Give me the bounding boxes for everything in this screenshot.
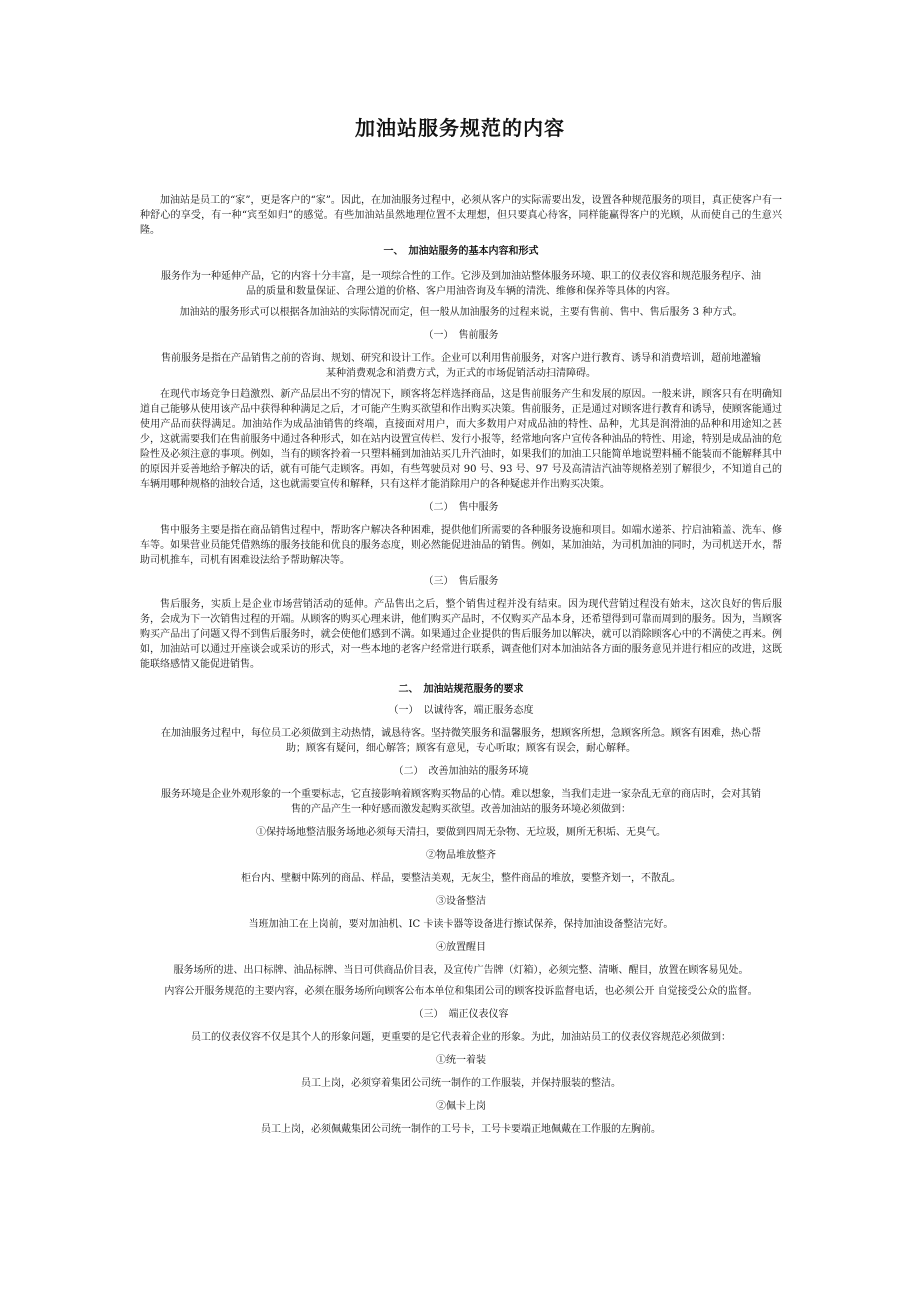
section-1-paragraph-1: 服务作为一种延伸产品，它的内容十分丰富，是一项综合性的工作。它涉及到加油站整体服务环境、职工的仪表仪容和规范服务程序、油品的质量和数量保证、合理公道的价格、客户用油咨询及车辆的清洗、维修和保养等具体的内容。 bbox=[161, 271, 761, 297]
appearance-item-1-text: 员工上岗，必须穿着集团公司统一制作的工作服装，并保持服装的整洁。 bbox=[301, 1078, 621, 1089]
subsection-environment-heading: （二） 改善加油站的服务环境 bbox=[393, 766, 529, 777]
in-sale-paragraph: 售中服务主要是指在商品销售过程中，帮助客户解决各种困难，提供他们所需要的各种服务设施和项目。如端水递茶、拧启油箱盖、洗车、修车等。如果营业员能凭借熟练的服务技能和优良的服务态度，则必然能促进油品的销售。例如，某加油站，为司机加油的同时，为司机送开水，帮助司机推车，司机有困难设法给予帮助解决等。 bbox=[140, 525, 782, 566]
subsection-attitude-heading: （一） 以诚待客，端正服务态度 bbox=[388, 705, 534, 716]
document-title: 加油站服务规范的内容 bbox=[355, 116, 565, 140]
environment-paragraph: 服务环境是企业外观形象的一个重要标志，它直接影响着顾客购买物品的心情。难以想象，当我们走进一家杂乱无章的商店时，会对其销售的产品产生一种好感而激发起购买欲望。改善加油站的服务环境必须做到： bbox=[161, 789, 761, 815]
pre-sale-paragraph-1: 售前服务是指在产品销售之前的咨询、规划、研究和设计工作。企业可以利用售前服务，对客户进行教育、诱导和消费培训，超前地灌输某种消费观念和消费方式，为正式的市场促销活动扫清障碍。 bbox=[161, 353, 761, 379]
appearance-paragraph: 员工的仪表仪容不仅是其个人的形象问题，更重要的是它代表着企业的形象。为此，加油站员工的仪表仪容规范必须做到： bbox=[191, 1032, 731, 1043]
appearance-item-2-text: 员工上岗，必须佩戴集团公司统一制作的工号卡，工号卡要端正地佩戴在工作服的左胸前。 bbox=[261, 1124, 661, 1135]
intro-paragraph: 加油站是员工的“家”，更是客户的“家”。因此，在加油服务过程中，必须从客户的实际需要出发，设置各种规范服务的项目，真正使客户有一种舒心的享受，有一种“宾至如归”的感觉。有些加油站虽然地理位置不太理想，但只要真心待客，同样能赢得客户的光顾，从而使自己的生意兴隆。 bbox=[140, 195, 782, 236]
section-1-heading: 一、 加油站服务的基本内容和形式 bbox=[383, 246, 539, 257]
environment-item-3-text: 当班加油工在上岗前，要对加油机、IC 卡读卡器等设备进行擦试保养，保持加油设备整洁完好。 bbox=[248, 919, 674, 930]
after-sale-paragraph: 售后服务，实质上是企业市场营销活动的延伸。产品售出之后，整个销售过程并没有结束。因为现代营销过程没有始末，这次良好的售后服务，会成为下一次销售过程的开端。从顾客的购买心理来讲，他们购买产品时，不仅购买产品本身，还希望得到可靠而周到的服务。因为，当顾客购买产品出了问题又得不到售后服务时，就会使他们感到不满。如果通过企业提供的售后服务加以解决，就可以消除顾客心中的不满使之再来。例如，加油站可以通过开座谈会或采访的形式，对一些本地的老客户经常进行联系，调查他们对本加油站各方面的服务意见并进行相应的改进，这既能联络感情又能促进销售。 bbox=[140, 599, 782, 670]
attitude-paragraph: 在加油服务过程中，每位员工必须做到主动热情，诚恳待客。坚持微笑服务和温馨服务，想顾客所想，急顾客所急。顾客有困难，热心帮助；顾客有疑问，细心解答；顾客有意见，专心听取；顾客有误会，耐心解释。 bbox=[161, 728, 761, 754]
environment-item-2-text: 柜台内、壁橱中陈列的商品、样品，要整洁美观，无灰尘，整件商品的堆放，要整齐划一，不散乱。 bbox=[241, 873, 681, 884]
environment-item-3-title: ③设备整洁 bbox=[436, 896, 486, 907]
pre-sale-paragraph-2: 在现代市场竞争日趋激烈、新产品层出不穷的情况下，顾客将怎样选择商品，这是售前服务产生和发展的原因。一般来讲，顾客只有在明确知道自己能够从使用该产品中获得种种满足之后，才可能产生购买欲望和作出购买决策。售前服务，正是通过对顾客进行教育和诱导，使顾客能通过使用产品而获得满足。加油站作为成品油销售的终端，直接面对用户，而大多数用户对成品油的特性、品种，尤其是润滑油的品种和用途知之甚少，这就需要我们在售前服务中通过各种形式，如在站内设置宣传栏、发行小报等，经常地向客户宣传各种油品的特性、用途，特别是成品油的危险性及必须注意的事项。例如，当有的顾客拎着一只塑料桶到加油站买几升汽油时，如果我们的加油工只能简单地说塑料桶不能装而不能解释其中的原因并妥善地给予解决的话，就有可能气走顾客。再如，有些驾驶员对 90 号、93 号、97 号及高清洁汽油等规格差别了解很少，不知道自己的车辆用哪种规格的油较合适，这也就需要宣传和解释，只有这样才能消除用户的各种疑虑并作出购买决策。 bbox=[140, 389, 782, 490]
appearance-item-1-title: ①统一着装 bbox=[436, 1055, 486, 1066]
subsection-in-sale-heading: （二） 售中服务 bbox=[423, 502, 499, 513]
subsection-pre-sale-heading: （一） 售前服务 bbox=[423, 330, 499, 341]
environment-item-4-text: 服务场所的进、出口标牌、油品标牌、当日可供商品价目表，及宣传广告牌（灯箱），必须完整、清晰、醒目，放置在顾客易见处。 bbox=[173, 965, 749, 976]
section-1-paragraph-2: 加油站的服务形式可以根据各加油站的实际情况而定，但一般从加油服务的过程来说，主要有售前、售中、售后服务 3 种方式。 bbox=[179, 307, 743, 318]
environment-item-1: ①保持场地整洁服务场地必须每天清扫，要做到四周无杂物、无垃圾，厕所无积垢、无臭气。 bbox=[256, 827, 666, 838]
subsection-appearance-heading: （三） 端正仪表仪容 bbox=[413, 1009, 509, 1020]
environment-item-4-title: ④放置醒目 bbox=[436, 942, 486, 953]
environment-item-2-title: ②物品堆放整齐 bbox=[426, 850, 496, 861]
document-body bbox=[140, 193, 782, 1137]
subsection-after-sale-heading: （三） 售后服务 bbox=[423, 576, 499, 587]
appearance-item-2-title: ②佩卡上岗 bbox=[436, 1101, 486, 1112]
environment-item-4-text-2: 内容公开服务规范的主要内容，必须在服务场所向顾客公布本单位和集团公司的顾客投诉监督电话，也必须公开 自觉接受公众的监督。 bbox=[164, 986, 758, 997]
section-2-heading: 二、 加油站规范服务的要求 bbox=[398, 684, 524, 695]
